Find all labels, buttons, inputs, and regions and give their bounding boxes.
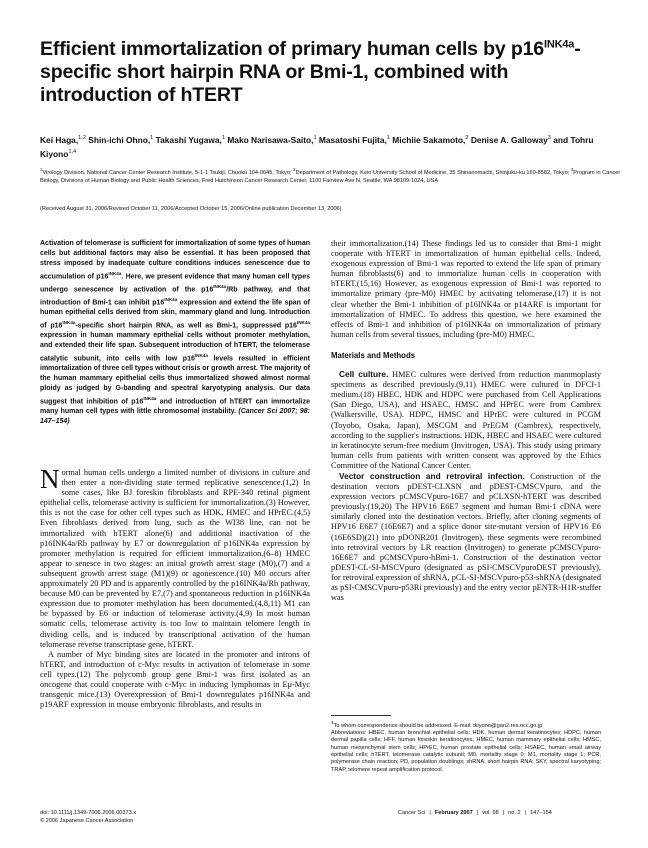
author-affiliation-mark: 1: [313, 135, 317, 141]
affiliations: [40, 166, 625, 185]
methods-cell-culture: Cell culture. HMEC cultures were derived from reduction mammoplasty specimens as described previously.(9,11) HMEC were cultured in DFCI-1 medium.(18) HBEC, HDK and HDPC were purchased from Cell Applications (San Diego, USA), and HSAEC, HMSC and HPrEC were from Cambrex (Walkersville, USA). HDPC, HMSC and HPrEC were cultured in PCGM (Toyobo, Osaka, Japan), MSCGM and PrEGM (Cambrex), respectively, according to the supplier's instructions. HDK, HBEC and HSAEC were cultured in keratinocyte serum-free medium (Invitrogen, USA). This study using primary human cells from patients with written consent was approved by the Ethics Committee of the National Cancer Center.: [331, 369, 601, 470]
journal-name: Cancer Sci: [398, 810, 426, 816]
copyright: © 2006 Japanese Cancer Association: [40, 817, 134, 824]
author-name: Kei Haga,: [40, 134, 79, 145]
author-affiliation-mark: 1: [386, 135, 390, 141]
intro-paragraph-1: Normal human cells undergo a limited number of divisions in culture and then enter a non-dividing state termed replicative senescence.(1,2) In some cases, like BJ foreskin fibroblasts and RPE-340 retinal pigment epithelial cells, telomerase activity is sufficient for immortalization.(3) However, this is not the case for other cell types such as HDK, HMEC and HPrEC.(4,5) Even fibroblasts derived from lung, such as the WI38 line, can not be immortalized with hTERT alone(6) and additional inactivation of the p16INK4a/Rb pathway by E7 or downregulation of p16INK4a expression by promoter methylation is required for efficient immortalization.(6–8) HMEC appear to senesce in two stages: an initial growth arrest stage (M0),(7) and a subsequent growth arrest stage (M1)(9) or agonescence.(10) M0 occurs after approximately 20 PD and is apparently controlled by the p16INK4a/Rb pathway, because M0 can be prevented by E7,(7) and spontaneous reduction in p16INK4a expression due to promoter methylation has been documented.(4,8,11) M1 can be bypassed by E6 or induction of telomerase activity.(4,9) In most human somatic cells, telomerase activity is too low to maintain telomere length in dividing cells, and is induced by transcriptional activation of the human telomerase reverse transcriptase gene, hTERT.: [40, 464, 310, 649]
footnotes: [331, 719, 601, 774]
author-name: Mako Narisawa-Saito,: [225, 134, 314, 145]
abstract: Activation of telomerase is sufficient for immortalization of some types of human cells but additional factors may also be essential. It has been proposed that stress imposed by inadequate culture conditions induces senescence due to accumulation of $p16^{INK4a}$. Here, we present evidence that many human cell types undergo senescence by activation of the $p16^{INK4a}/Rb$ pathway, and that introduction of Bmi-1 can inhibit $p16^{INK4a}$ expression and extend the life span of human epithelial cells derived from skin, mammary gland and lung. Introduction of $p16^{INK4a}$-specific short hairpin RNA, as well as Bmi-1, suppressed $p16^{INK4a}$ expression in human mammary epithelial cells without promoter methylation, and extended their life span. Subsequent introduction of hTERT, the telomerase catalytic subunit, into cells with low $p16^{INK4a}$ levels resulted in efficient immortalization of three cell types without crisis or growth arrest. The majority of the human mammary epithelial cells thus immortalized showed almost normal ploidy as judged by G-banding and spectral karyotyping analysis. Our data suggest that inhibition of $p16^{INK4a}$ and introduction of hTERT can immortalize many human cell types with little chromosomal instability. (Cancer Sci 2007; 98: 147–154): [40, 240, 310, 425]
affiliation-number: 2: [293, 167, 296, 172]
author-name: Michiie Sakamoto,: [389, 134, 466, 145]
author-name: Denise A. Galloway: [468, 134, 548, 145]
affiliation-text: Program in Cancer Biology, Divisions of Human Biology and Public Health Sciences, Fred Hutchinson Cancer Research Center, 1100 Fairview Ave N, Seattle, WA 98109-1024, USA: [40, 169, 621, 184]
affiliation-text: Virology Division, National Cancer Center Research Institute, 5-1-1 Tsukiji, Chuoku 104-0045, Tokyo;: [42, 169, 294, 176]
drop-cap: N: [40, 464, 60, 494]
footer-doi: [40, 810, 280, 825]
publication-dates: (Received August 31, 2006/Revised October 11, 2006/Accepted October 15, 2006/Online publication December 13, 2006): [40, 206, 342, 212]
issue-number: no. 2: [508, 810, 521, 816]
correspondence-note: $^4$To whom correspondence should be addressed. E-mail: tkiyono@gan2.res.ncc.go.jp: [331, 720, 543, 729]
footer-journal: Cancer Sci | February 2007 | vol. 98 | no. 2 | 147–154: [398, 810, 552, 816]
introduction: [40, 464, 310, 710]
left-column: [40, 239, 310, 427]
author-name: Takashi Yugawa,: [153, 134, 222, 145]
intro-paragraph-3: their immortalization.(14) These findings led us to consider that Bmi-1 might cooperate with hTERT in immortalization of human epithelial cells. Indeed, exogenous expression of Bmi-1 was reported to extend the life span of primary human fibroblasts(6) and to immortalize human cells in cooperation with hTERT.(15,16) However, as exogenous expression of Bmi-1 was reported to immortalize primary (pre-M0) HMEC by activating telomerase,(17) it is not clear whether the Bmi-1 inhibition of p16INK4a or p14ARF is important for immortalization of HMEC. To address this question, we here examined the effects of Bmi-1 and inhibition of p16INK4a on immortalization of primary human cells from several tissues, including (pre-M0) HMEC.: [331, 239, 601, 339]
author-affiliation-mark: 1,4: [68, 148, 77, 155]
section-heading-methods: Materials and Methods: [331, 350, 416, 360]
doi: doi: 10.1111/j.1349-7006.2006.00373.x: [40, 810, 137, 816]
methods-vector-construction: Vector construction and retroviral infection. Construction of the destination vectors pDEST-CLXSN and pDEST-CMSCVpuro, and the expression vectors pCMSCVpuro-16E7 and pCLXSN-hTERT was described previously.(19,20) The HPV16 E6E7 segment and human Bmi-1 cDNA were similarly cloned into the destination vectors. Briefly, after cloning segments of HPV16 E6E7 (16E6E7) and a splice donor site-mutant version of HPV16 E6 (16E6SD)(21) into pDONR201 (Invitrogen), these segments were recombined into retroviral vectors by LR reaction (Invitrogen) to generate pCMSCVpuro-16E6E7 and pCMSCVpuro-hBmi-1. Construction of the destination vector pDEST-CL-SI-MSCVpuro (designated as pSI-CMSCVpuroDEST previously), for retroviral expression of shRNA, pCL-SI-MSCVpuro-p53-shRNA (designated as pSI-CMSCVpuro-p53Ri previously) and the entry vector pENTR-H1R-stuffer was: [331, 470, 601, 603]
author-name: Shin-ichi Ohno,: [85, 134, 151, 145]
author-name: Masatoshi Fujita,: [316, 134, 387, 145]
abstract-citation: (Cancer Sci 2007; 98: 147–154): [40, 407, 310, 425]
author-affiliation-mark: 2: [465, 135, 469, 141]
affiliation-number: 1: [40, 167, 43, 172]
author-name: and Tohru Kiyono: [40, 134, 594, 159]
author-affiliation-mark: 1: [150, 135, 154, 141]
footnote-rule: [331, 715, 391, 716]
article-title: Efficient immortalization of primary human cells by $p16^{INK4a}$-specific short hairpin RNA or Bmi-1, combined with introduction of hTERT: [40, 38, 581, 106]
abbreviations-note: Abbreviations: HBEC, human bronchial epithelial cells; HDK, human dermal keratinocytes; HDPC, human dermal papilla cells; HFF, human foreskin keratinocytes; HMEC, human mammary epithelial cells; HMSC, human mesenchymal stem cells; HPrEC, human prostate epithelial cells; HSAEC, human small airway epithelial cells; hTERT, telomerase catalytic subunit; M0, mortality stage 0; M1, mortality stage 1; PCR, polymerase chain reaction; PD, population doublings; shRNA, short hairpin RNA; SKY, spectral karyotyping; TRAP, telomere repeat amplification protocol.: [331, 730, 601, 773]
right-column: [331, 239, 601, 603]
volume: vol. 98: [482, 810, 499, 816]
author-affiliation-mark: 1: [221, 135, 225, 141]
affiliation-text: Department of Pathology, Keio University School of Medicine, 35 Shinanomachi, Shinjuku-ku 160-8582, Tokyo;: [295, 169, 571, 176]
affiliation-number: 3: [570, 167, 574, 172]
issue-date: February 2007: [434, 810, 473, 816]
page-range: 147–154: [530, 810, 552, 816]
author-affiliation-mark: 1,2: [78, 135, 86, 141]
author-list: [40, 132, 625, 160]
author-affiliation-mark: 3: [547, 135, 551, 141]
intro-paragraph-2: A number of Myc binding sites are located in the promoter and introns of hTERT, and introduction of c-Myc results in activation of telomerase in some cell types.(12) The polycomb group gene Bmi-1 was first isolated as an oncogene that could cooperate with c-Myc in inducing lymphomas in Eμ-Myc transgenic mice.(13) Overexpression of Bmi-1 downregulates p16INK4a and p19ARF expression in mouse embryonic fibroblasts, and results in: [40, 649, 310, 710]
